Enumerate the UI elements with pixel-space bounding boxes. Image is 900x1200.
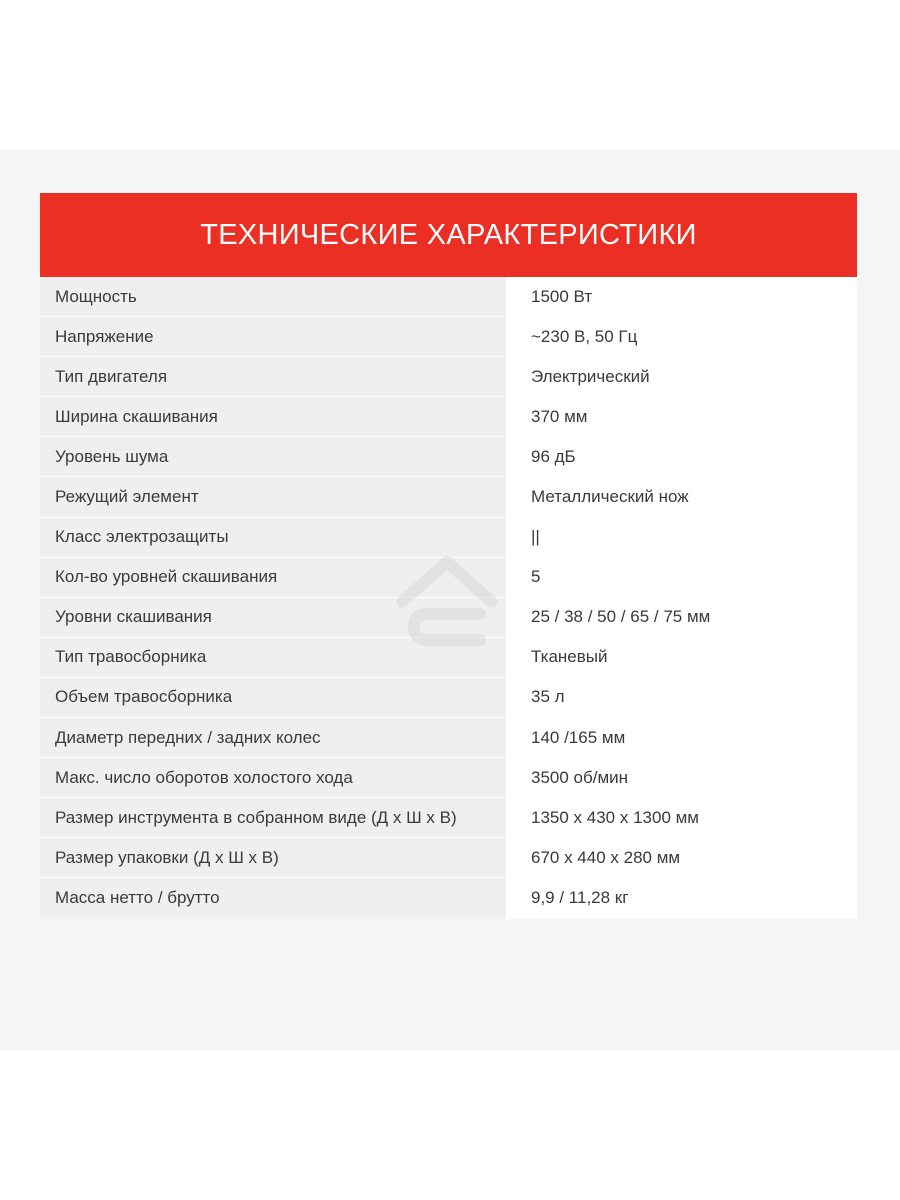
spec-row xyxy=(40,878,857,918)
spec-value: 140 /165 мм xyxy=(508,718,857,757)
spec-value: 670 х 440 х 280 мм xyxy=(508,838,857,877)
specs-card xyxy=(40,193,857,919)
spec-value: ~230 В, 50 Гц xyxy=(508,317,857,356)
spec-label: Масса нетто / брутто xyxy=(40,878,508,918)
spec-value: 25 / 38 / 50 / 65 / 75 мм xyxy=(508,598,857,637)
spec-value: 1500 Вт xyxy=(508,277,857,316)
spec-label: Кол-во уровней скашивания xyxy=(40,558,508,597)
spec-row xyxy=(40,758,857,798)
spec-row xyxy=(40,397,857,437)
spec-row xyxy=(40,277,857,317)
spec-row xyxy=(40,558,857,598)
spec-value: 35 л xyxy=(508,678,857,717)
spec-value: 3500 об/мин xyxy=(508,758,857,797)
spec-label: Размер упаковки (Д х Ш х В) xyxy=(40,838,508,877)
spec-value: 370 мм xyxy=(508,397,857,436)
spec-value: Электрический xyxy=(508,357,857,396)
specs-title: ТЕХНИЧЕСКИЕ ХАРАКТЕРИСТИКИ xyxy=(200,218,697,251)
spec-label: Уровень шума xyxy=(40,437,508,476)
spec-row xyxy=(40,718,857,758)
spec-row xyxy=(40,437,857,477)
spec-label: Диаметр передних / задних колес xyxy=(40,718,508,757)
spec-label: Мощность xyxy=(40,277,508,316)
spec-row xyxy=(40,598,857,638)
spec-label: Размер инструмента в собранном виде (Д х Ш х В) xyxy=(40,798,508,837)
spec-label: Уровни скашивания xyxy=(40,598,508,637)
spec-row xyxy=(40,317,857,357)
spec-label: Макс. число оборотов холостого хода xyxy=(40,758,508,797)
specs-table xyxy=(40,277,857,919)
spec-value: Металлический нож xyxy=(508,477,857,516)
spec-row xyxy=(40,518,857,558)
spec-value: 1350 х 430 х 1300 мм xyxy=(508,798,857,837)
spec-value: || xyxy=(508,518,857,557)
specs-header xyxy=(40,193,857,277)
spec-row xyxy=(40,798,857,838)
spec-label: Класс электрозащиты xyxy=(40,518,508,557)
spec-value: 96 дБ xyxy=(508,437,857,476)
spec-label: Ширина скашивания xyxy=(40,397,508,436)
spec-row xyxy=(40,477,857,517)
spec-label: Объем травосборника xyxy=(40,678,508,717)
spec-row xyxy=(40,838,857,878)
spec-row xyxy=(40,678,857,718)
spec-row xyxy=(40,357,857,397)
spec-row xyxy=(40,638,857,678)
spec-label: Тип травосборника xyxy=(40,638,508,677)
spec-label: Режущий элемент xyxy=(40,477,508,516)
spec-label: Напряжение xyxy=(40,317,508,356)
spec-value: 9,9 / 11,28 кг xyxy=(508,878,857,918)
spec-label: Тип двигателя xyxy=(40,357,508,396)
spec-value: 5 xyxy=(508,558,857,597)
spec-value: Тканевый xyxy=(508,638,857,677)
